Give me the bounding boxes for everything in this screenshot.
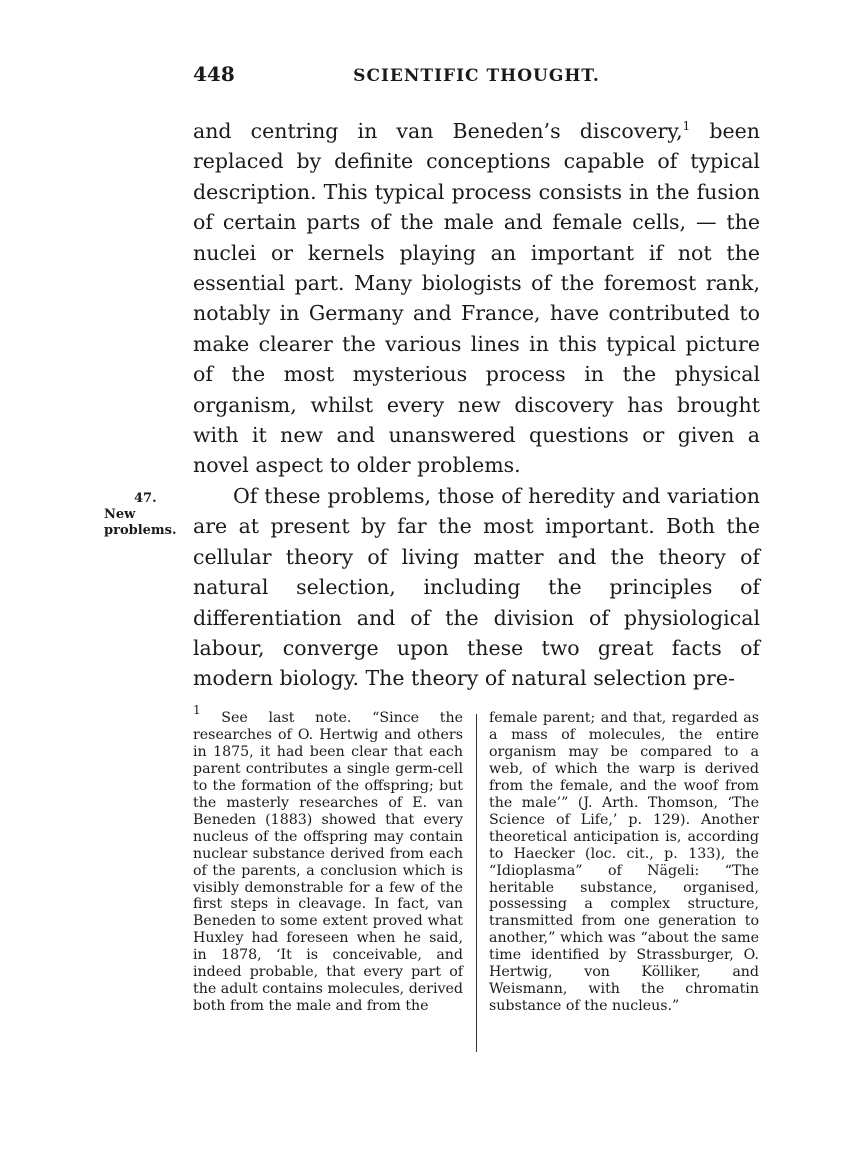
running-head: SCIENTIFIC THOUGHT. (353, 66, 600, 86)
footnote-left-text: See last note. “Since the researches of O. Hertwig and others in 1875, it had been clear that each parent contributes a single germ-cell to the formation of the offspring; but the masterly researches of E. van Beneden (1883) showed that every nucleus of the offspring may contain nuclear substance derived from each of the parents, a conclusion which is visibly demonstrable for a few of the first steps in cleavage. In fact, van Beneden to some extent proved what Huxley had foreseen when he said, in 1878, ‘It is conceivable, and indeed probable, that every part of the adult contains molecules, derived both from the male and from the (193, 710, 463, 1015)
paragraph-2: Of these problems, those of heredity and variation are at present by far the most important. Both the cellular theory of living matter and the theory of natural selection, including the principles of differentiation and of the division of physiological labour, converge upon these two great facts of modern biology. The theory of natural selection pre- (193, 483, 760, 691)
page-header (193, 62, 760, 92)
margin-note-line-2: problems. (104, 523, 177, 538)
footnote-reference: 1 (682, 119, 691, 133)
footnote-column-divider (476, 714, 477, 1052)
page-number: 448 (193, 62, 235, 86)
footnote-left-column (193, 703, 463, 1015)
footnote-marker: 1 (193, 703, 201, 717)
margin-note-line-1: New (104, 507, 136, 522)
footnote-right-column: female parent; and that, regarded as a mass of molecules, the entire organism may be compared to a web, of which the warp is derived from the female, and the woof from the male’” (J. Arth. Thomson, ‘The Science of Life,’ p. 129). Another theoretical anticipation is, according to Haecker (loc. cit., p. 133), the “Idioplasma” of Nägeli: “The heritable substance, organised, possessing a complex structure, transmitted from one generation to another,” which was “about the same time identified by Strassburger, O. Hertwig, von Kölliker, and Weismann, with the chromatin substance of the nucleus.” (489, 710, 759, 1015)
paragraph-1-rest: been replaced by definite conceptions capable of typical description. This typical process consists in the fusion of certain parts of the male and female cells, — the nuclei or kernels playing an important if not the essential part. Many biologists of the foremost rank, notably in Germany and France, have contributed to make clearer the various lines in this typical picture of the most mysterious process in the physical organism, whilst every new discovery has brought with it new and unanswered questions or given a novel aspect to older problems. (193, 119, 760, 478)
main-text (193, 116, 760, 694)
paragraph-1 (193, 116, 760, 481)
paragraph-1-start: and centring in van Beneden’s discovery, (193, 119, 683, 143)
margin-note-number: 47. (134, 491, 157, 506)
margin-note (104, 491, 180, 539)
